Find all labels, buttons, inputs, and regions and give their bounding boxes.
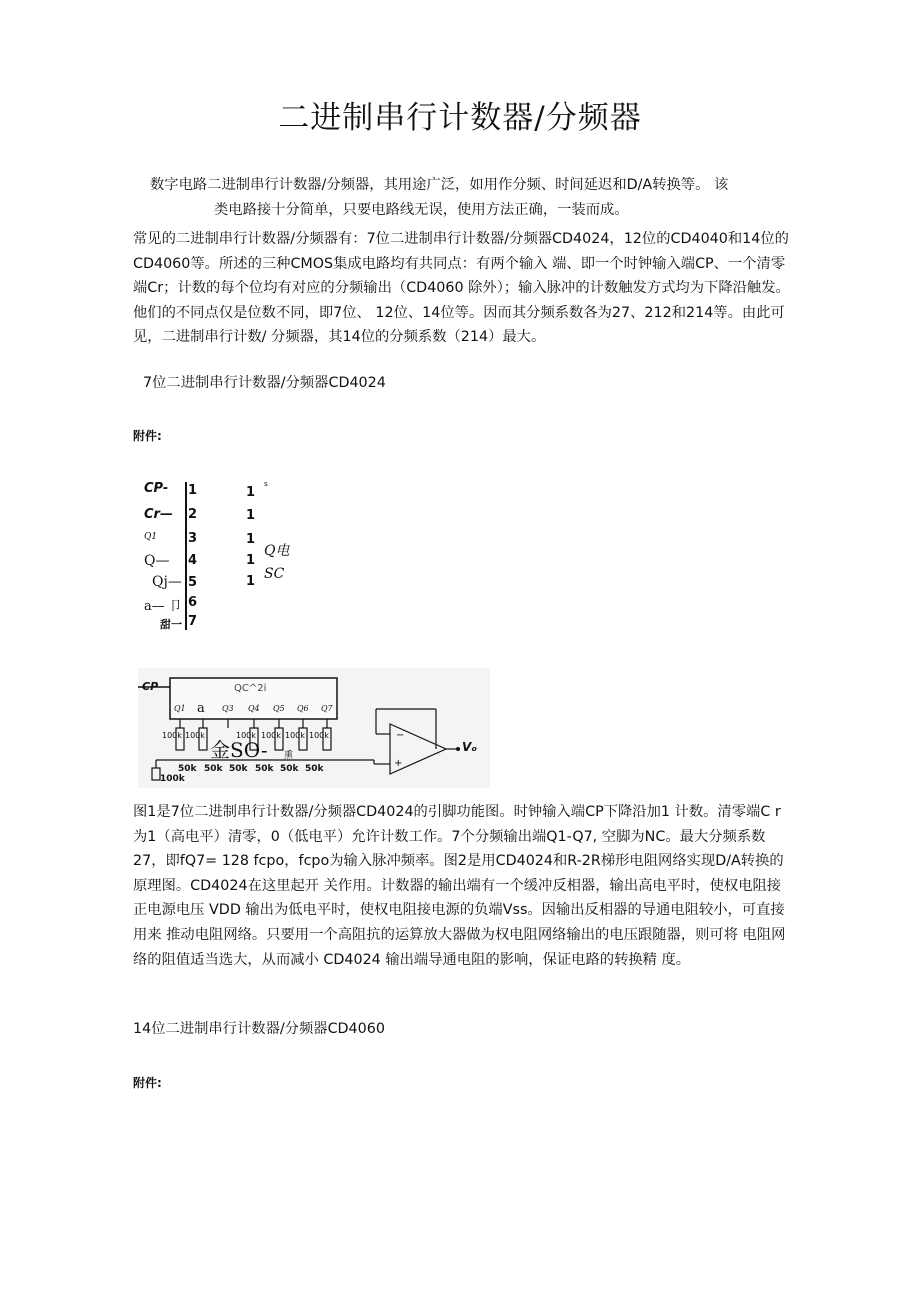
noise-text-2: 熏 (284, 751, 294, 761)
output-label: Q5 (273, 704, 285, 713)
pin-number: 3 (188, 531, 198, 546)
attachment-label: 附件: (133, 429, 162, 443)
output-voltage-label: Vₒ (462, 740, 478, 754)
series-resistor-label: 50k (178, 764, 197, 774)
pin-label: Qj— (152, 574, 182, 590)
figure-description-paragraph: 图1是7位二进制串行计数器/分频器CD4024的引脚功能图。时钟输入端CP下降沿加1 计数。清零端C r为1（高电平）清零，0（低电平）允许计数工作。7个分频输出端Q1-Q7, 空脚为NC。最大分频系数27，即fQ7= 128 fcpo，fcpo为输入脉冲频率。图2是用CD4024和R-2R梯形电阻网络实现D/A转换的原理图。CD4024在这里起开 关作用。计数器的输出端有一个缓冲反相器，输出高电平时，使权电阻接正电源电压 VDD 输出为低电平时，使权电阻接电源的负端Vss。因输出反相器的导通电阻较小，可直接用来 推动电阻网络。只要用一个高阻抗的运算放大器做为权电阻网络输出的电压跟随器，则可将 电阻网络的阻值适当选大，从而减小 CD4024 输出端导通电阻的影响，保证电路的转换精 度。 (133, 804, 786, 968)
pin-label: Cr— (144, 507, 173, 522)
resistor-label: 100k (236, 731, 256, 740)
pin-number: 7 (188, 614, 198, 629)
series-resistor-label: 50k (255, 764, 274, 774)
right-pin-number: 1 (246, 532, 256, 547)
output-label: Q3 (222, 704, 234, 713)
pin-label: a— 卩 (144, 599, 182, 614)
pin-label: CP- (144, 481, 169, 496)
resistor-label: 100k (285, 731, 305, 740)
output-label: Q4 (248, 704, 260, 713)
pin-number: 4 (188, 553, 198, 568)
chip-label: QC^2i (234, 683, 267, 694)
intro-line-1: 数字电路二进制串行计数器/分频器，其用途广泛，如用作分频、时间延迟和D/A转换等。 该 (150, 177, 729, 193)
pin-label: 甜一 (160, 618, 182, 631)
right-pin-number: 1 (246, 553, 256, 568)
intro-line-2: 类电路接十分简单，只要电路线无误，使用方法正确，一装而成。 (214, 202, 629, 218)
pin-number: 2 (188, 507, 198, 522)
corner-mark: s (264, 480, 268, 488)
right-pin-number: 1 (246, 574, 256, 589)
svg-text:+: + (394, 758, 403, 769)
bottom-resistor-label: 100k (160, 774, 185, 784)
pin-bus-line (185, 482, 187, 630)
pin-number: 1 (188, 483, 198, 498)
output-label: Q6 (297, 704, 309, 713)
common-paragraph: 常见的二进制串行计数器/分频器有：7位二进制串行计数器/分频器CD4024，12位的CD4040和14位的CD4060等。所述的三种CMOS集成电路均有共同点：有两个输入 端、即一个时钟输入端CP、一个清零端Cr；计数的每个位均有对应的分频输出（CD4060 除外）；输入脉冲的计数触发方式均为下降沿触发。他们的不同点仅是位数不同，即7位、 12位、14位等。因而其分频系数各为27、212和214等。由此可见，二进制串行计数/ 分频器，其14位的分频系数（214）最大。 (133, 231, 790, 346)
page-title: 二进制串行计数器/分频器 (278, 100, 642, 136)
pin-label: Q1 (144, 532, 158, 542)
right-label: Q电 (264, 543, 290, 559)
output-label: a (197, 701, 205, 716)
resistor-label: 100k (261, 731, 281, 740)
cp-label: CP (142, 680, 159, 693)
resistor-label: 100k (185, 731, 205, 740)
svg-text:−: − (396, 730, 405, 741)
series-resistor-label: 50k (280, 764, 299, 774)
pin-label: Q— (144, 553, 170, 569)
right-pin-number: 1 (246, 485, 256, 500)
pin-number: 6 (188, 595, 198, 610)
resistor-label: 100k (309, 731, 329, 740)
output-label: Q7 (321, 704, 333, 713)
section-title-cd4024: 7位二进制串行计数器/分频器CD4024 (143, 375, 386, 391)
noise-text: 金SO- (210, 738, 268, 762)
output-label: Q1 (174, 704, 186, 713)
right-label: SC (264, 566, 285, 582)
attachment-label-2: 附件: (133, 1076, 162, 1090)
figure-1-pinout (140, 478, 320, 638)
section-title-cd4060: 14位二进制串行计数器/分频器CD4060 (133, 1021, 385, 1037)
figure-2-da-circuit (138, 668, 490, 788)
right-pin-number: 1 (246, 508, 256, 523)
pin-number: 5 (188, 575, 198, 590)
resistor-label: 100k (162, 731, 182, 740)
series-resistor-label: 50k (305, 764, 324, 774)
series-resistor-label: 50k (204, 764, 223, 774)
series-resistor-label: 50k (229, 764, 248, 774)
